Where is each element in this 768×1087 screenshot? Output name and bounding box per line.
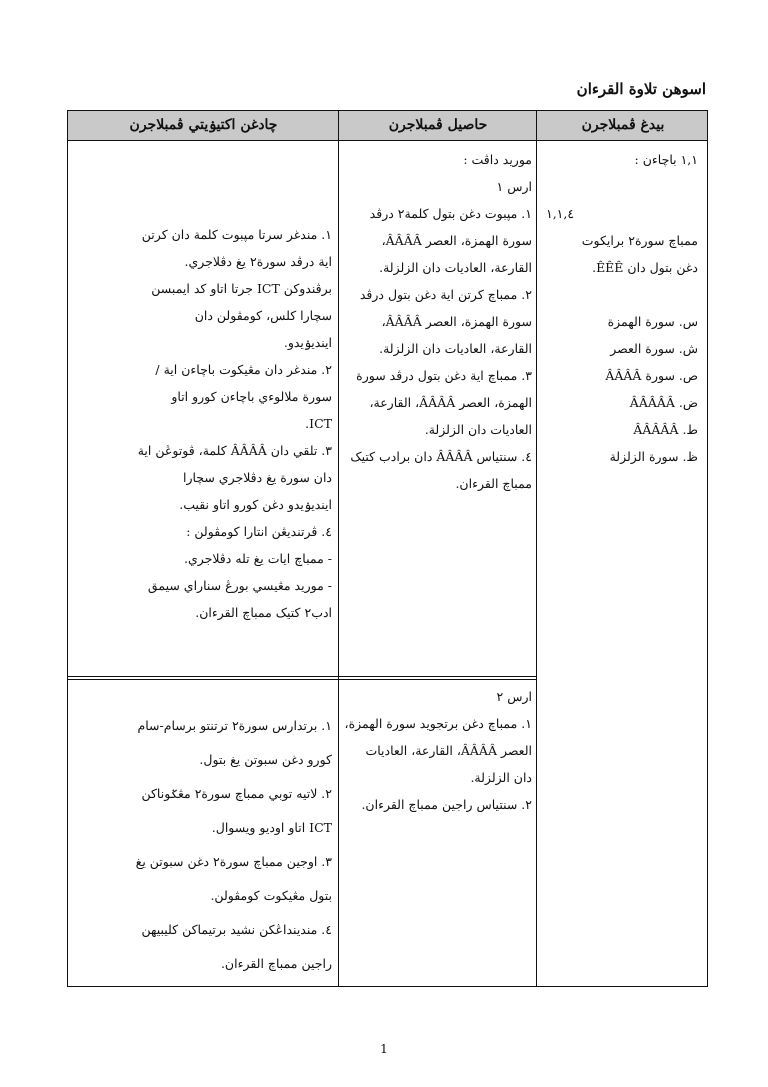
curriculum-table	[67, 110, 708, 987]
text-line: ٢. سنتياس راجين ممباچ القرءان.	[361, 797, 532, 812]
text-line: العاديات دان الزلزلة.	[424, 422, 532, 437]
text-line: ارس ١	[496, 179, 532, 194]
text-line: ٣. ممباچ اية دغن بتول درڤد سورة	[356, 368, 532, 383]
standard-cell	[546, 146, 698, 470]
text-line: ٤. مندينداڠكن نشيد برتيماكن كليبيهن	[141, 922, 332, 937]
text-line: سورة الهمزة، العصر ÂÂÂÂ،	[381, 233, 532, 248]
text-line: - ممباچ ايات يغ تله دڤلاجري.	[183, 551, 332, 566]
text-line: ١. ممباچ دغن برتجويد سورة الهمزة،	[344, 716, 532, 731]
text-line: دغن بتول دان ÊÊÊ.	[592, 260, 698, 275]
text-line: القارعة، العاديات دان الزلزلة.	[379, 260, 532, 275]
learning-cell	[346, 146, 532, 497]
text-line: راجين ممباچ القرءان.	[220, 956, 332, 971]
row-divider	[68, 679, 537, 680]
text-line: اينديۏيدو دغن كورو اتاو نقيب.	[179, 497, 332, 512]
text-line	[546, 281, 698, 308]
header-standard: بيدغ ڤمبلاجرن	[581, 117, 665, 133]
text-line: ض. ÂÂÂÂÂ	[629, 395, 698, 410]
text-line: اينديۏيدو.	[283, 335, 332, 350]
text-line: ٣. تلقي دان ÂÂÂÂ كلمة، ڤوتوڠن اية	[137, 443, 332, 458]
text-line: ص. سورة ÂÂÂÂ	[605, 368, 698, 383]
text-line: ١. مندغر سرتا مڽبوت كلمة دان كرتن	[141, 227, 332, 242]
text-line: برڤندوكن ICT جرتا اتاو كد ايمبسن	[151, 281, 332, 296]
text-line: دان سورة يغ دڤلاجري سچارا	[182, 470, 332, 485]
text-line: العصر ÂÂÂÂ، القارعة، العاديات	[365, 743, 532, 758]
learning-cell	[346, 683, 532, 818]
text-line: ٤. ڤرتنديڠن انتارا كومڤولن :	[186, 524, 332, 539]
text-line	[546, 173, 698, 200]
text-line: ش. سورة العصر	[610, 341, 698, 356]
page-number: 1	[380, 1042, 388, 1056]
text-line: بتول مڠيكوت كومڤولن.	[210, 888, 332, 903]
text-line: ١. برتدارس سورة٢ ترتنتو برسام-سام	[137, 718, 332, 733]
text-line: ICT.	[305, 416, 332, 431]
text-line: سورة ملالوءي باچاءن كورو اتاو	[171, 389, 332, 404]
text-line: اية درڤد سورة٢ يغ دڤلاجري.	[184, 254, 332, 269]
text-line: دان الزلزلة.	[470, 770, 532, 785]
text-line: ٢. لاتيه توبي ممباچ سورة٢ مڠݢوناكن	[141, 786, 332, 801]
activity-cell	[74, 221, 332, 626]
text-line: ط. ÂÂÂÂÂ	[633, 422, 698, 437]
header-activity: چادغن اكتيۏيتي ڤمبلاجرن	[129, 117, 278, 133]
text-line: - موريد مڠيسي بورڠ سناراي سيمق	[147, 578, 332, 593]
page-title: اسوهن تلاوة القرءان	[576, 80, 706, 98]
text-line: ٢. مندغر دان مڠيكوت باچاءن اية /	[155, 362, 332, 377]
text-line: ١. مڽبوت دغن بتول كلمة٢ درڤد	[369, 206, 532, 221]
text-line: ممباچ سورة٢ برايكوت	[581, 233, 698, 248]
text-line: ٤. سنتياس ÂÂÂÂ دان برادب كتيک	[350, 449, 532, 464]
column-divider	[338, 111, 339, 986]
text-line: ادب٢ كتيک ممباچ القرءان.	[195, 605, 332, 620]
text-line: ١,١ باچاءن :	[634, 152, 698, 167]
row-divider	[68, 676, 537, 677]
text-line: ٣. اوجين ممباچ سورة٢ دغن سبوتن يغ	[135, 854, 332, 869]
text-line: القارعة، العاديات دان الزلزلة.	[379, 341, 532, 356]
text-line: ١,١,٤	[546, 206, 575, 221]
text-line: ICT اتاو اوديو ويسوال.	[211, 820, 332, 835]
text-line: سچارا كلس، كومڤولن دان	[194, 308, 332, 323]
text-line: س. سورة الهمزة	[607, 314, 698, 329]
text-line: موريد داڤت :	[463, 152, 532, 167]
text-line: سورة الهمزة، العصر ÂÂÂÂ،	[381, 314, 532, 329]
column-divider	[536, 111, 537, 986]
header-learning: حاصيل ڤمبلاجرن	[388, 117, 488, 133]
activity-cell	[74, 709, 332, 981]
text-line: ممباچ القرءان.	[455, 476, 532, 491]
text-line: الهمزة، العصر ÂÂÂÂ، القارعة،	[369, 395, 532, 410]
text-line: ظ. سورة الزلزلة	[609, 449, 698, 464]
text-line: ٢. ممباچ كرتن اية دغن بتول درڤد	[359, 287, 532, 302]
text-line: ارس ٢	[496, 689, 532, 704]
table-header	[68, 111, 707, 141]
text-line: كورو دغن سبوتن يغ بتول.	[199, 752, 332, 767]
